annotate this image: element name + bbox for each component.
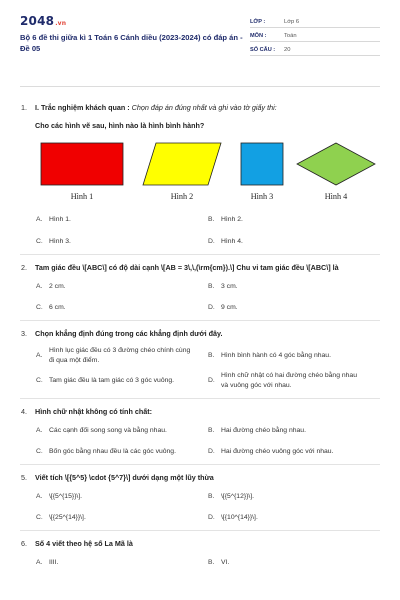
question-instruction: Chọn đáp án đúng nhất và ghi vào tờ giấy thi: [131,103,277,112]
answer-options [35,215,380,246]
question-number: 4. [21,407,27,416]
option-c[interactable] [35,371,207,390]
option-text: \[{25^{14}}\]. [49,513,86,521]
question-5 [20,473,380,522]
option-letter: D. [208,377,215,384]
question-divider [20,464,380,465]
question-subtext: Cho các hình vẽ sau, hình nào là hình bình hành? [35,121,205,130]
option-text: Hình lục giác đều có 3 đường chéo chính cùng đi qua một điểm. [49,347,191,364]
figure-1 [40,142,124,201]
question-header [20,473,380,483]
figure-caption: Hình 2 [170,192,194,201]
option-d[interactable] [207,303,379,313]
option-letter: C. [36,303,43,311]
option-d[interactable] [207,447,379,457]
option-text: Hai đường chéo vuông góc với nhau. [221,447,334,455]
option-letter: A. [36,559,43,567]
rhombus-shape [296,142,376,186]
option-letter: A. [36,493,43,501]
meta-subject-row [250,28,380,42]
option-letter: D. [208,303,215,311]
meta-key: SỐ CÂU : [250,47,276,53]
option-b[interactable] [207,282,379,292]
question-3 [20,329,380,390]
option-letter: A. [36,216,43,224]
square-shape [240,142,284,186]
question-divider [20,530,380,531]
option-letter: C. [36,377,43,384]
option-a[interactable] [35,282,207,292]
question-header [20,407,380,417]
answer-options [35,282,380,312]
option-c[interactable] [35,513,207,523]
question-text: Viết tích \[{5^5} \cdot {5^7}\] dưới dạng một lũy thừa [35,473,214,482]
option-c[interactable] [35,303,207,313]
question-number: 5. [21,473,27,482]
meta-value: Toán [284,33,297,39]
question-text: Số 4 viết theo hệ số La Mã là [35,539,133,548]
exam-title: Bộ 6 đề thi giữa kì 1 Toán 6 Cánh diều (2023-2024) có đáp án - Đề 05 [20,33,243,53]
option-text: Hình 2. [221,216,243,223]
option-letter: B. [208,283,215,291]
meta-count-row [250,42,380,56]
option-letter: B. [208,559,215,567]
question-divider [20,320,380,321]
option-text: IIII. [49,559,59,566]
answer-options [35,346,380,390]
option-c[interactable] [35,447,207,457]
answer-options [35,426,380,456]
option-text: Hình bình hành có 4 góc bằng nhau. [221,351,331,359]
parallelogram-shape [142,142,222,186]
question-divider [20,398,380,399]
option-a[interactable] [35,558,207,568]
option-text: \[{5^{15}}\]. [49,493,83,500]
option-letter: D. [208,447,215,455]
figure-4 [296,142,376,201]
question-text [35,103,380,113]
option-text: Hình chữ nhật có hai đường chéo bằng nhau và vuông góc với nhau. [221,372,357,389]
question-divider [20,254,380,255]
option-letter: B. [208,427,215,435]
option-text: Tam giác đều là tam giác có 3 góc vuông. [49,376,175,384]
option-b[interactable] [207,215,379,225]
logo-suffix: .vn [55,20,67,27]
option-b[interactable] [207,558,379,568]
figure-caption: Hình 3 [250,192,274,201]
question-header [20,539,380,549]
header-left [20,14,245,80]
meta-value: 20 [284,47,291,53]
option-letter: C. [36,447,43,455]
option-text: Hình 4. [221,237,243,245]
question-number: 1. [21,103,27,112]
option-letter: A. [36,352,43,359]
option-letter: B. [208,352,215,359]
option-text: Hình 3. [49,237,71,245]
figure-row [40,142,380,201]
option-text: \[{5^{12}}\]. [221,493,255,500]
option-a[interactable] [35,215,207,225]
answer-options [35,558,380,568]
option-letter: B. [208,493,215,501]
question-text: Chọn khẳng định đúng trong các khẳng định dưới đây. [35,329,223,338]
question-text: Hình chữ nhật không có tính chất: [35,407,153,416]
option-b[interactable] [207,492,379,502]
option-a[interactable] [35,492,207,502]
option-a[interactable] [35,426,207,436]
meta-value: Lớp 6 [284,19,300,25]
option-text: Các cạnh đối song song và bằng nhau. [49,427,167,434]
figure-caption: Hình 4 [324,192,348,201]
option-text: 9 cm. [221,303,238,311]
question-6 [20,539,380,568]
header-divider [20,86,380,87]
question-header [20,329,380,339]
meta-class-row [250,14,380,28]
figure-2 [142,142,222,201]
option-text: Bốn góc bằng nhau đều là các góc vuông. [49,447,176,455]
question-number: 3. [21,329,27,338]
option-letter: A. [36,427,43,435]
option-letter: C. [36,513,43,521]
option-d[interactable] [207,237,379,247]
logo-main: 2048 [20,14,55,28]
question-number: 2. [21,263,27,272]
figure-3 [240,142,284,201]
option-c[interactable] [35,237,207,247]
option-d[interactable] [207,371,379,390]
question-text: Tam giác đều \[ABC\] có độ dài cạnh \[AB = 3\,\,(\rm{cm}).\] Chu vi tam giác đều \[ABC\] là [35,263,339,272]
option-letter: D. [208,513,215,521]
rectangle-shape [40,142,124,186]
question-header [20,103,380,113]
option-b[interactable] [207,426,379,436]
option-d[interactable] [207,513,379,523]
question-number: 6. [21,539,27,548]
question-2 [20,263,380,312]
site-logo[interactable] [20,14,245,28]
meta-key: LỚP : [250,19,266,25]
option-text: VI. [221,559,230,566]
option-letter: A. [36,283,43,291]
option-text: 6 cm. [49,303,66,311]
option-text: Hình 1. [49,216,71,223]
option-text: 2 cm. [49,283,66,290]
option-a[interactable] [35,346,207,365]
option-letter: B. [208,216,215,224]
question-header [20,263,380,273]
option-text: 3 cm. [221,283,238,290]
option-letter: D. [208,237,215,245]
exam-meta [250,14,380,80]
option-letter: C. [36,237,43,245]
option-text: Hai đường chéo bằng nhau. [221,427,306,434]
option-text: \[{10^{14}}\]. [221,513,258,521]
figure-caption: Hình 1 [70,192,94,201]
option-b[interactable] [207,346,379,365]
answer-options [35,492,380,522]
meta-key: MÔN : [250,33,267,39]
section-title: I. Trắc nghiệm khách quan : [35,103,130,112]
question-4 [20,407,380,456]
header [20,14,380,80]
question-1 [20,103,380,246]
